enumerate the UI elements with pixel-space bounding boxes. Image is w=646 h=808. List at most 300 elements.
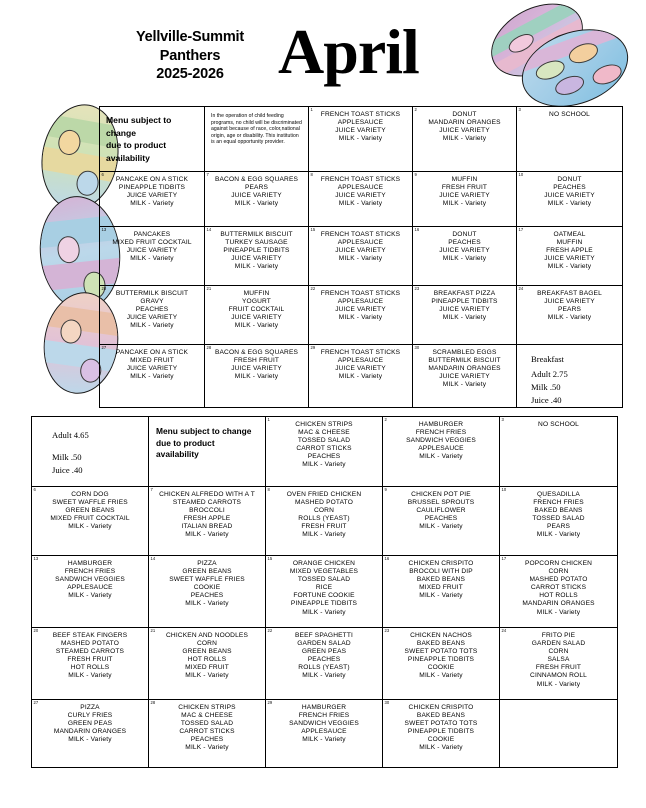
price-adult: Adult 2.75 bbox=[531, 369, 568, 379]
menu-item: MASHED POTATO bbox=[529, 576, 588, 584]
menu-item: BAKED BEANS bbox=[534, 507, 583, 515]
menu-item: TOSSED SALAD bbox=[532, 515, 585, 523]
menu-item: APPLESAUCE bbox=[337, 357, 384, 365]
menu-item: FRENCH TOAST STICKS bbox=[320, 349, 401, 356]
breakfast-week-row bbox=[100, 172, 623, 227]
menu-item: CORN bbox=[313, 507, 334, 515]
menu-item: APPLESAUCE bbox=[337, 239, 384, 247]
menu-item: JUICE VARIETY bbox=[439, 247, 490, 255]
menu-item: BACON & EGG SQUARES bbox=[214, 349, 299, 356]
lunch-day-cell bbox=[149, 556, 266, 628]
day-number: 17 bbox=[518, 227, 524, 232]
menu-item-list bbox=[266, 556, 382, 619]
lunch-day-cell bbox=[500, 487, 618, 556]
menu-item: HOT ROLLS bbox=[70, 664, 110, 672]
menu-item: SWEET WAFFLE FRIES bbox=[52, 499, 128, 507]
menu-item: PEACHES bbox=[448, 239, 481, 247]
menu-item: DONUT bbox=[452, 111, 477, 118]
menu-item: CINNAMON ROLL bbox=[530, 672, 587, 680]
menu-item-list bbox=[309, 227, 412, 265]
menu-item: MILK - Variety bbox=[419, 523, 463, 531]
price-spacer bbox=[52, 442, 148, 451]
day-number: 23 bbox=[414, 286, 420, 291]
menu-item: MANDARIN ORANGES bbox=[428, 365, 501, 373]
menu-item: HAMBURGER bbox=[418, 421, 464, 428]
menu-item: CORN DOG bbox=[71, 491, 109, 498]
day-number: 7 bbox=[206, 172, 209, 177]
breakfast-day-cell bbox=[100, 345, 205, 408]
lunch-day-cell bbox=[500, 628, 618, 700]
breakfast-price-cell bbox=[517, 345, 623, 408]
day-number: 13 bbox=[33, 556, 39, 561]
day-number: 8 bbox=[310, 172, 313, 177]
menu-item-list bbox=[266, 628, 382, 683]
menu-item-list bbox=[205, 227, 308, 273]
breakfast-day-cell bbox=[413, 227, 517, 286]
day-number: 22 bbox=[267, 628, 273, 633]
menu-item: RICE bbox=[315, 584, 333, 592]
breakfast-day-cell bbox=[309, 107, 413, 172]
menu-item: GREEN BEANS bbox=[65, 507, 115, 515]
breakfast-day-cell bbox=[205, 345, 309, 408]
menu-item-list bbox=[383, 417, 499, 463]
menu-item: HOT ROLLS bbox=[187, 656, 227, 664]
menu-item: TURKEY SAUSAGE bbox=[225, 239, 288, 247]
menu-item: APPLESAUCE bbox=[301, 728, 347, 736]
mascot-name: Panthers bbox=[159, 47, 221, 64]
lunch-day-cell bbox=[383, 700, 500, 768]
breakfast-day-cell bbox=[309, 172, 413, 227]
menu-item-list bbox=[383, 628, 499, 683]
lunch-week-row bbox=[32, 628, 618, 700]
breakfast-day-cell bbox=[309, 345, 413, 408]
menu-item: NO SCHOOL bbox=[549, 111, 590, 118]
menu-item: PEACHES bbox=[553, 184, 586, 192]
menu-item: APPLESAUCE bbox=[67, 584, 113, 592]
day-number: 17 bbox=[501, 556, 507, 561]
menu-item: MASHED POTATO bbox=[60, 640, 119, 648]
menu-item-list bbox=[413, 286, 516, 324]
menu-item-list bbox=[383, 487, 499, 533]
menu-item: CORN bbox=[196, 640, 217, 648]
day-number: 21 bbox=[206, 286, 212, 291]
menu-item: DONUT bbox=[557, 176, 582, 183]
menu-item: APPLESAUCE bbox=[337, 119, 384, 127]
menu-item-list bbox=[149, 700, 265, 755]
menu-item: MILK - Variety bbox=[234, 322, 279, 330]
menu-item: GARDEN SALAD bbox=[531, 640, 586, 648]
breakfast-day-cell bbox=[517, 107, 623, 172]
menu-item-list bbox=[413, 172, 516, 210]
menu-item: PINEAPPLE TIDBITS bbox=[118, 184, 186, 192]
menu-item-list bbox=[500, 556, 617, 619]
menu-item: PINEAPPLE TIDBITS bbox=[407, 656, 475, 664]
notice-line: due to product bbox=[106, 140, 167, 150]
notice-line: change bbox=[106, 127, 137, 138]
menu-item-list bbox=[413, 107, 516, 145]
day-number: 14 bbox=[150, 556, 156, 561]
menu-item: MILK - Variety bbox=[68, 592, 112, 600]
nondiscrimination-statement: In the operation of child feeding programs, no child will be discriminated against because of race, color,national origin, age or disability. This institution is an equal opportunity provider. bbox=[211, 113, 302, 146]
menu-item: BUTTERMILK BISCUIT bbox=[115, 290, 189, 297]
menu-item: CHICKEN ALFREDO WITH A T bbox=[159, 491, 255, 498]
day-number: 1 bbox=[267, 417, 270, 422]
menu-item-list bbox=[413, 345, 516, 391]
menu-item: FRESH FRUIT bbox=[301, 523, 347, 531]
lunch-day-cell bbox=[383, 487, 500, 556]
price-heading: Breakfast bbox=[531, 354, 564, 364]
breakfast-day-cell bbox=[517, 172, 623, 227]
menu-item-list bbox=[100, 227, 204, 265]
menu-item: PEARS bbox=[546, 523, 571, 531]
breakfast-day-cell bbox=[413, 286, 517, 345]
menu-item-list bbox=[149, 628, 265, 683]
lunch-day-cell bbox=[32, 487, 149, 556]
day-number: 10 bbox=[518, 172, 524, 177]
day-number: 22 bbox=[310, 286, 316, 291]
menu-item: MILK - Variety bbox=[338, 255, 383, 263]
menu-item: BROCOLI WITH DIP bbox=[409, 568, 473, 576]
menu-item-list bbox=[32, 487, 148, 533]
menu-item: MILK - Variety bbox=[130, 200, 174, 208]
notice-line: availability bbox=[106, 152, 150, 163]
menu-item: JUICE VARIETY bbox=[335, 127, 386, 135]
day-number: 15 bbox=[267, 556, 273, 561]
menu-item-list bbox=[309, 172, 412, 210]
menu-item: COOKIE bbox=[427, 664, 455, 672]
lunch-calendar-body bbox=[32, 417, 618, 768]
menu-item: MILK - Variety bbox=[302, 461, 346, 469]
day-number: 13 bbox=[101, 227, 107, 232]
menu-item: JUICE VARIETY bbox=[126, 192, 178, 200]
day-number: 3 bbox=[501, 417, 504, 422]
menu-item: POPCORN CHICKEN bbox=[524, 560, 593, 567]
menu-item: MILK - Variety bbox=[419, 672, 463, 680]
menu-item: BREAKFAST BAGEL bbox=[537, 290, 602, 297]
day-number: 8 bbox=[267, 487, 270, 492]
menu-item: MILK - Variety bbox=[185, 600, 229, 608]
menu-item: QUESADILLA bbox=[537, 491, 580, 498]
menu-item: PEACHES bbox=[307, 453, 341, 461]
menu-item-list bbox=[309, 286, 412, 324]
menu-item-list bbox=[500, 628, 617, 691]
menu-item-list bbox=[205, 345, 308, 383]
menu-item: MILK - Variety bbox=[419, 453, 463, 461]
menu-item: MILK - Variety bbox=[234, 263, 279, 271]
menu-item: FRESH APPLE bbox=[546, 247, 593, 255]
menu-item: OATMEAL bbox=[553, 231, 586, 238]
menu-item: PINEAPPLE TIDBITS bbox=[223, 247, 290, 255]
menu-item: PANCAKE ON A STICK bbox=[115, 349, 189, 356]
lunch-day-cell bbox=[266, 556, 383, 628]
menu-item: MILK - Variety bbox=[536, 531, 581, 539]
lunch-day-cell bbox=[266, 487, 383, 556]
menu-change-notice bbox=[149, 417, 265, 470]
menu-item: HAMBURGER bbox=[301, 704, 347, 711]
menu-item: FRENCH TOAST STICKS bbox=[320, 231, 401, 238]
menu-item-list bbox=[32, 556, 148, 602]
menu-item: SWEET POTATO TOTS bbox=[404, 648, 478, 656]
menu-item: JUICE VARIETY bbox=[335, 306, 386, 314]
menu-item: MILK - Variety bbox=[442, 135, 487, 143]
menu-item: SANDWICH VEGGIES bbox=[289, 720, 359, 728]
menu-item: CARROT STICKS bbox=[296, 445, 352, 453]
price-adult: Adult 4.65 bbox=[52, 430, 89, 440]
menu-item: MIXED FRUIT bbox=[419, 584, 463, 592]
menu-item: JUICE VARIETY bbox=[439, 127, 490, 135]
menu-item: PEACHES bbox=[190, 592, 224, 600]
day-number: 20 bbox=[33, 628, 39, 633]
menu-item: JUICE VARIETY bbox=[335, 365, 386, 373]
menu-item: PIZZA bbox=[80, 704, 100, 711]
day-number: 27 bbox=[33, 700, 39, 705]
breakfast-week-row bbox=[100, 107, 623, 172]
menu-item-list bbox=[517, 107, 622, 121]
menu-item: MILK - Variety bbox=[442, 381, 487, 389]
menu-item: MUFFIN bbox=[451, 176, 478, 183]
menu-item-list bbox=[500, 417, 617, 431]
menu-item: JUICE VARIETY bbox=[439, 306, 490, 314]
menu-item: APPLESAUCE bbox=[337, 298, 384, 306]
menu-item: SWEET WAFFLE FRIES bbox=[169, 576, 245, 584]
lunch-price-cell bbox=[32, 417, 149, 487]
lunch-price-list bbox=[32, 417, 148, 477]
menu-item: BUTTERMILK BISCUIT bbox=[428, 357, 501, 365]
menu-item: MILK - Variety bbox=[302, 736, 346, 744]
price-juice: Juice .40 bbox=[52, 465, 83, 475]
menu-item: FRESH APPLE bbox=[183, 515, 231, 523]
menu-item: MILK - Variety bbox=[547, 263, 592, 271]
school-title-block bbox=[110, 28, 270, 84]
day-number: 29 bbox=[310, 345, 316, 350]
menu-item: MILK - Variety bbox=[547, 200, 592, 208]
menu-item: MILK - Variety bbox=[547, 314, 592, 322]
menu-item: MILK - Variety bbox=[442, 314, 487, 322]
menu-item: SCRAMBLED EGGS bbox=[432, 349, 497, 356]
menu-item: MILK - Variety bbox=[302, 672, 346, 680]
day-number: 20 bbox=[101, 286, 107, 291]
menu-item: BEEF STEAK FINGERS bbox=[52, 632, 128, 639]
menu-item: SWEET POTATO TOTS bbox=[404, 720, 478, 728]
price-juice: Juice .40 bbox=[531, 395, 562, 405]
menu-item: PEACHES bbox=[424, 515, 458, 523]
menu-item: GREEN PEAS bbox=[67, 720, 113, 728]
menu-item: CHICKEN STRIPS bbox=[295, 421, 353, 428]
day-number: 2 bbox=[384, 417, 387, 422]
menu-item: JUICE VARIETY bbox=[231, 255, 282, 263]
day-number: 30 bbox=[414, 345, 420, 350]
menu-item: JUICE VARIETY bbox=[231, 314, 282, 322]
breakfast-price-list bbox=[517, 345, 622, 407]
day-number: 24 bbox=[501, 628, 507, 633]
lunch-day-cell bbox=[32, 556, 149, 628]
menu-item: MILK - Variety bbox=[419, 744, 463, 752]
menu-item: BAKED BEANS bbox=[416, 640, 466, 648]
day-number: 1 bbox=[310, 107, 313, 112]
day-number: 16 bbox=[384, 556, 390, 561]
menu-item: APPLESAUCE bbox=[337, 184, 384, 192]
menu-item: FRENCH FRIES bbox=[415, 429, 467, 437]
menu-item-list bbox=[383, 556, 499, 602]
menu-item: FORTUNE COOKIE bbox=[293, 592, 355, 600]
menu-item: CARROT STICKS bbox=[530, 584, 587, 592]
menu-item: ITALIAN BREAD bbox=[181, 523, 233, 531]
menu-item: PEARS bbox=[557, 306, 582, 314]
menu-item: ORANGE CHICKEN bbox=[292, 560, 356, 567]
notice-line: Menu subject to change bbox=[156, 426, 252, 436]
breakfast-day-cell bbox=[517, 286, 623, 345]
menu-item: STEAMED CARROTS bbox=[55, 648, 125, 656]
breakfast-calendar-body bbox=[100, 107, 623, 408]
menu-item: JUICE VARIETY bbox=[335, 247, 386, 255]
menu-item: FRESH FRUIT bbox=[441, 184, 488, 192]
menu-item: MILK - Variety bbox=[338, 200, 383, 208]
menu-item: JUICE VARIETY bbox=[231, 365, 282, 373]
menu-item: MILK - Variety bbox=[302, 608, 346, 616]
nondiscrimination-statement-cell bbox=[205, 107, 309, 172]
school-name: Yellville-Summit bbox=[135, 29, 244, 45]
menu-item: BUTTERMILK BISCUIT bbox=[220, 231, 293, 238]
menu-item-list bbox=[309, 345, 412, 383]
day-number: 23 bbox=[384, 628, 390, 633]
day-number: 28 bbox=[150, 700, 156, 705]
menu-item-list bbox=[149, 487, 265, 542]
menu-item: MAC & CHEESE bbox=[298, 429, 350, 437]
day-number: 6 bbox=[33, 487, 36, 492]
breakfast-week-row bbox=[100, 345, 623, 408]
menu-item-list bbox=[413, 227, 516, 265]
menu-item: PANCAKES bbox=[133, 231, 171, 238]
breakfast-day-cell bbox=[413, 172, 517, 227]
menu-item: PANCAKE ON A STICK bbox=[115, 176, 189, 183]
menu-item: GRAVY bbox=[140, 298, 164, 306]
menu-item: CURLY FRIES bbox=[67, 712, 113, 720]
menu-item: JUICE VARIETY bbox=[439, 373, 490, 381]
empty-cell bbox=[500, 700, 618, 768]
menu-item: CHICKEN NACHOS bbox=[410, 632, 472, 639]
menu-item: MIXED FRUIT bbox=[130, 357, 174, 365]
menu-item: MIXED FRUIT COCKTAIL bbox=[50, 515, 130, 523]
day-number: 7 bbox=[150, 487, 153, 492]
menu-item-list bbox=[100, 172, 204, 210]
menu-item: NO SCHOOL bbox=[538, 421, 579, 428]
lunch-day-cell bbox=[266, 417, 383, 487]
breakfast-day-cell bbox=[100, 172, 205, 227]
menu-item: PEARS bbox=[244, 184, 269, 192]
breakfast-day-cell bbox=[517, 227, 623, 286]
menu-item: MILK - Variety bbox=[185, 744, 229, 752]
menu-item: FRENCH TOAST STICKS bbox=[320, 290, 401, 297]
day-number: 30 bbox=[384, 700, 390, 705]
menu-item: FRENCH FRIES bbox=[533, 499, 584, 507]
menu-item: OVEN FRIED CHICKEN bbox=[286, 491, 362, 498]
menu-item-list bbox=[266, 417, 382, 472]
menu-item: COOKIE bbox=[427, 736, 455, 744]
menu-item: MILK - Variety bbox=[338, 314, 383, 322]
day-number: 21 bbox=[150, 628, 156, 633]
menu-item-list bbox=[309, 107, 412, 145]
day-number: 27 bbox=[101, 345, 107, 350]
menu-item: BEEF SPAGHETTI bbox=[294, 632, 354, 639]
menu-item: MAC & CHEESE bbox=[181, 712, 233, 720]
breakfast-day-cell bbox=[100, 227, 205, 286]
menu-item-list bbox=[149, 556, 265, 611]
menu-item: GREEN BEANS bbox=[182, 648, 232, 656]
menu-item-list bbox=[517, 172, 622, 210]
menu-item: CHICKEN POT PIE bbox=[411, 491, 471, 498]
lunch-week-row bbox=[32, 487, 618, 556]
menu-item: MANDARIN ORANGES bbox=[522, 600, 595, 608]
lunch-week-row bbox=[32, 417, 618, 487]
menu-item: GARDEN SALAD bbox=[297, 640, 351, 648]
menu-item: HOT ROLLS bbox=[539, 592, 578, 600]
menu-item-list bbox=[100, 286, 204, 332]
menu-item: PINEAPPLE TIDBITS bbox=[407, 728, 475, 736]
menu-item: MILK - Variety bbox=[338, 135, 383, 143]
day-number: 6 bbox=[101, 172, 104, 177]
menu-item: YOGURT bbox=[242, 298, 271, 306]
day-number: 2 bbox=[414, 107, 417, 112]
menu-item: PEACHES bbox=[190, 736, 224, 744]
day-number: 3 bbox=[518, 107, 521, 112]
menu-item: GREEN PEAS bbox=[301, 648, 347, 656]
menu-item: SALSA bbox=[547, 656, 570, 664]
menu-item: JUICE VARIETY bbox=[544, 192, 595, 200]
menu-item: PINEAPPLE TIDBITS bbox=[431, 298, 498, 306]
menu-item: MILK - Variety bbox=[234, 200, 279, 208]
breakfast-day-cell bbox=[205, 286, 309, 345]
menu-item: MILK - Variety bbox=[419, 592, 463, 600]
menu-item: STEAMED CARROTS bbox=[172, 499, 242, 507]
menu-item: PIZZA bbox=[197, 560, 217, 567]
lunch-day-cell bbox=[32, 700, 149, 768]
menu-item: HAMBURGER bbox=[67, 560, 113, 567]
menu-item-list bbox=[205, 172, 308, 210]
school-year: 2025-2026 bbox=[156, 66, 224, 83]
lunch-menu-calendar bbox=[31, 416, 618, 768]
lunch-day-cell bbox=[500, 417, 618, 487]
menu-item-list bbox=[32, 700, 148, 746]
menu-item-list bbox=[205, 286, 308, 332]
menu-item: CHICKEN CRISPITO bbox=[408, 560, 474, 567]
day-number: 10 bbox=[501, 487, 507, 492]
menu-item: FRESH FRUIT bbox=[535, 664, 582, 672]
menu-item: BREAKFAST PIZZA bbox=[433, 290, 496, 297]
menu-item-list bbox=[517, 227, 622, 273]
breakfast-day-cell bbox=[413, 345, 517, 408]
breakfast-day-cell bbox=[309, 286, 413, 345]
menu-item: MIXED FRUIT bbox=[185, 664, 229, 672]
menu-item: FRESH FRUIT bbox=[67, 656, 113, 664]
menu-item: MILK - Variety bbox=[338, 373, 383, 381]
breakfast-day-cell bbox=[413, 107, 517, 172]
menu-item: MUFFIN bbox=[556, 239, 583, 247]
menu-item: COOKIE bbox=[193, 584, 221, 592]
breakfast-week-row bbox=[100, 286, 623, 345]
month-title: April bbox=[278, 16, 419, 87]
menu-item-list bbox=[500, 487, 617, 542]
menu-item: PINEAPPLE TIDBITS bbox=[290, 600, 358, 608]
price-milk: Milk .50 bbox=[52, 452, 82, 462]
menu-item: MILK - Variety bbox=[185, 531, 229, 539]
lunch-day-cell bbox=[266, 628, 383, 700]
page-header bbox=[0, 0, 646, 100]
menu-item: JUICE VARIETY bbox=[544, 255, 595, 263]
menu-item: MILK - Variety bbox=[536, 608, 581, 616]
menu-item: SANDWICH VEGGIES bbox=[55, 576, 125, 584]
menu-item: MUFFIN bbox=[243, 290, 270, 297]
menu-item: MILK - Variety bbox=[442, 200, 487, 208]
